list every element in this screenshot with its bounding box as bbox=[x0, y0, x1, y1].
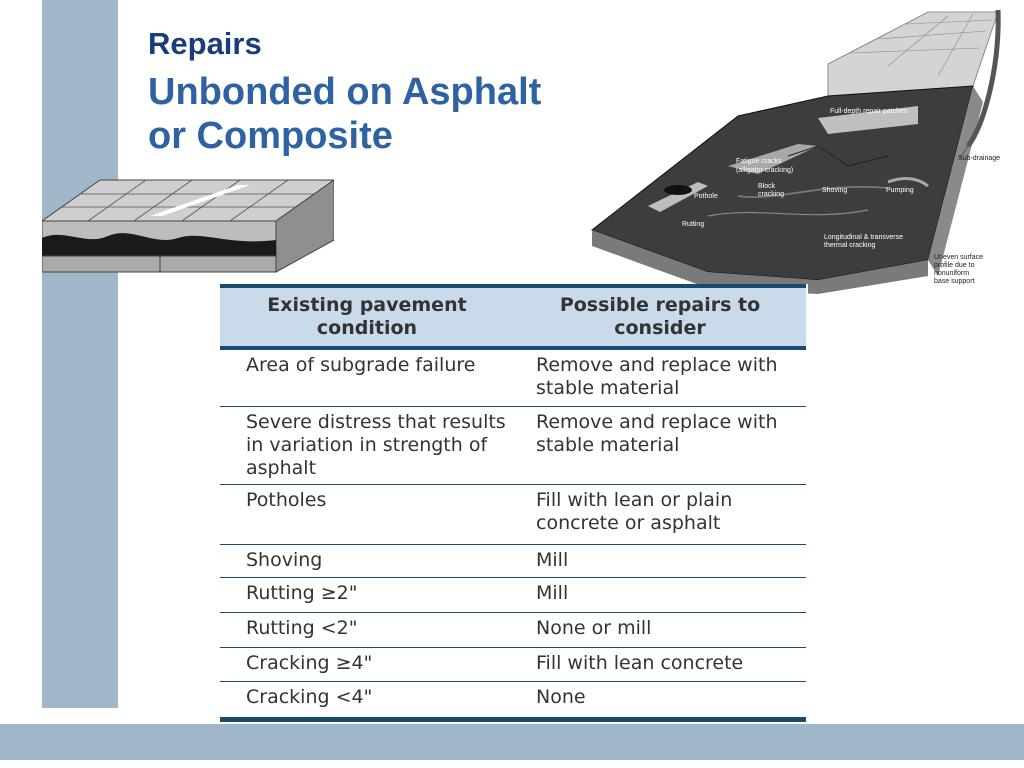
label-pumping: Pumping bbox=[886, 187, 914, 194]
condition-cell: Rutting <2" bbox=[220, 612, 514, 647]
table-row bbox=[220, 484, 806, 544]
table-row bbox=[220, 348, 806, 406]
condition-cell: Shoving bbox=[220, 544, 514, 577]
pavement-distress-illustration bbox=[588, 6, 1020, 294]
label-uneven-nonuniform: nonuniform bbox=[934, 270, 970, 277]
label-fatigue-cracks: Fatigue cracks bbox=[736, 158, 782, 165]
slide-title-line-1: Unbonded on Asphalt bbox=[148, 71, 542, 113]
label-longitudinal-cracking: Longitudinal & transverse bbox=[824, 234, 903, 241]
label-full-depth-repair: Full-depth repair patches bbox=[830, 108, 908, 115]
header-existing-condition: Existing pavement condition bbox=[220, 286, 514, 348]
repair-cell: Mill bbox=[514, 544, 806, 577]
left-accent-bar bbox=[42, 0, 118, 708]
repairs-table bbox=[220, 284, 806, 722]
repair-cell: Fill with lean concrete bbox=[514, 647, 806, 681]
condition-cell: Potholes bbox=[220, 484, 514, 544]
condition-cell: Cracking ≥4" bbox=[220, 647, 514, 681]
condition-cell: Severe distress that results in variation in strength of asphalt bbox=[220, 406, 514, 484]
repair-cell: Remove and replace with stable material bbox=[514, 348, 806, 406]
repair-cell: Remove and replace with stable material bbox=[514, 406, 806, 484]
slide-subtitle: Repairs bbox=[148, 26, 262, 61]
label-thermal-cracking: thermal cracking bbox=[824, 242, 876, 249]
label-uneven-base-support: base support bbox=[934, 278, 975, 285]
table-row bbox=[220, 647, 806, 681]
table-row bbox=[220, 681, 806, 719]
table-row bbox=[220, 612, 806, 647]
label-sub-drainage: Sub-drainage bbox=[958, 155, 1001, 162]
distressed-asphalt-surface bbox=[592, 86, 983, 294]
label-uneven-surface: Uneven surface bbox=[934, 254, 984, 261]
slide-title bbox=[148, 70, 541, 158]
concrete-slab-strip bbox=[828, 12, 998, 96]
table-row bbox=[220, 544, 806, 577]
header-possible-repairs: Possible repairs to consider bbox=[514, 286, 806, 348]
repair-cell: None or mill bbox=[514, 612, 806, 647]
condition-cell: Area of subgrade failure bbox=[220, 348, 514, 406]
repair-cell: Fill with lean or plain concrete or asphalt bbox=[514, 484, 806, 544]
slide-title-line-2: or Composite bbox=[148, 115, 393, 157]
title-block bbox=[148, 24, 541, 158]
repair-cell: Mill bbox=[514, 577, 806, 612]
label-uneven-profile: profile due to bbox=[934, 262, 975, 269]
label-shoving: Shoving bbox=[822, 187, 848, 194]
label-rutting: Rutting bbox=[682, 221, 705, 228]
condition-cell: Rutting ≥2" bbox=[220, 577, 514, 612]
label-pothole: Pothole bbox=[694, 193, 718, 200]
repair-cell: None bbox=[514, 681, 806, 719]
overlay-cross-section-illustration bbox=[42, 176, 334, 276]
label-fatigue-cracks-detail: (alligator cracking) bbox=[736, 167, 794, 174]
label-block-cracking-detail: cracking bbox=[758, 191, 785, 198]
repairs-table-container bbox=[218, 284, 808, 724]
table-row bbox=[220, 406, 806, 484]
table-header-row bbox=[220, 286, 806, 348]
condition-cell: Cracking <4" bbox=[220, 681, 514, 719]
bottom-accent-bar bbox=[0, 724, 1024, 760]
label-block-cracking: Block bbox=[758, 183, 776, 190]
table-row bbox=[220, 577, 806, 612]
